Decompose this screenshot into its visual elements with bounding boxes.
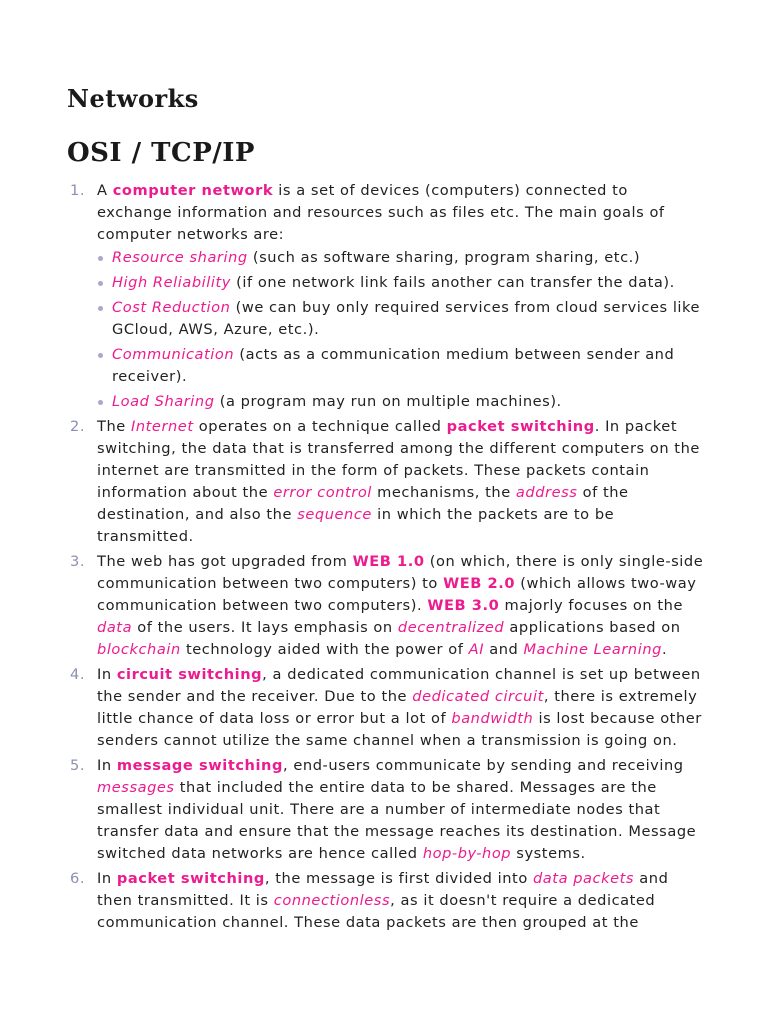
list-item-number: 5. — [70, 757, 86, 774]
italic-term: Communication — [112, 346, 235, 363]
italic-term: Machine Learning — [523, 641, 662, 658]
list-item — [0, 180, 768, 413]
text-run: and — [484, 641, 524, 658]
bullet-item — [97, 247, 706, 269]
text-run: mechanisms, the — [371, 484, 516, 501]
text-run: of the destination, and also the — [97, 484, 629, 523]
list-item-text — [97, 755, 706, 865]
italic-term: Cost Reduction — [112, 299, 231, 316]
list-item-text — [97, 868, 706, 934]
text-run: The — [97, 418, 131, 435]
bold-term: WEB 2.0 — [443, 575, 516, 592]
text-run: , a dedicated communication channel is set up between the sender and the receiver. Due to the — [97, 666, 701, 705]
list-item-text — [97, 180, 706, 246]
text-run: and then transmitted. It is — [97, 870, 669, 909]
list-item-text — [97, 664, 706, 752]
numbered-list — [0, 180, 768, 937]
text-run: The web has got upgraded from — [97, 553, 353, 570]
text-run: (on which, there is only single-side communication between two computers) to — [97, 553, 704, 592]
text-run: is a set of devices (computers) connected to exchange information and resources such as files etc. The main goals of computer networks are: — [97, 182, 665, 243]
page-title: Networks — [67, 84, 199, 113]
text-run: , end-users communicate by sending and receiving — [282, 757, 684, 774]
italic-term: messages — [97, 779, 175, 796]
bullet-item — [97, 272, 706, 294]
list-item-number: 6. — [70, 870, 86, 887]
bold-term: WEB 1.0 — [352, 553, 425, 570]
italic-term: data — [97, 619, 133, 636]
text-run: (such as software sharing, program sharing, etc.) — [247, 249, 641, 266]
italic-term: error control — [273, 484, 372, 501]
italic-term: sequence — [297, 506, 372, 523]
bold-term: packet switching — [446, 418, 595, 435]
list-item — [0, 868, 768, 934]
text-run: (acts as a communication medium between sender and receiver). — [112, 346, 675, 385]
list-item-number: 3. — [70, 553, 86, 570]
italic-term: decentralized — [397, 619, 505, 636]
text-run: that included the entire data to be shared. Messages are the smallest individual unit. There are a number of intermediate nodes that transfer data and ensure that the message reaches its destination. Message switched data networks are hence called — [97, 779, 697, 862]
italic-term: High Reliability — [112, 274, 231, 291]
section-heading: OSI / TCP/IP — [67, 138, 255, 168]
text-run: . — [661, 641, 668, 658]
text-run: . In packet switching, the data that is transferred among the different computers on the internet are transmitted in the form of packets. These packets contain information about the — [97, 418, 700, 501]
italic-term: Load Sharing — [112, 393, 215, 410]
list-item — [0, 755, 768, 865]
list-item-text — [97, 551, 706, 661]
text-run: majorly focuses on the — [499, 597, 684, 614]
text-run: (a program may run on multiple machines). — [214, 393, 562, 410]
italic-term: bandwidth — [451, 710, 534, 727]
list-item-number: 2. — [70, 418, 86, 435]
italic-term: Internet — [130, 418, 194, 435]
text-run: In — [97, 666, 117, 683]
bullet-item — [97, 297, 706, 341]
bold-term: packet switching — [116, 870, 265, 887]
bullet-item — [97, 391, 706, 413]
text-run: is lost because other senders cannot utilize the same channel when a transmission is going on. — [97, 710, 702, 749]
list-item — [0, 416, 768, 548]
text-run: of the users. It lays emphasis on — [132, 619, 398, 636]
bold-term: WEB 3.0 — [427, 597, 500, 614]
list-item-text — [97, 416, 706, 548]
italic-term: blockchain — [97, 641, 181, 658]
text-run: , as it doesn't require a dedicated communication channel. These data packets are then grouped at the — [97, 892, 656, 931]
text-run: A — [97, 182, 113, 199]
bullet-list — [97, 247, 706, 413]
bold-term: message switching — [116, 757, 283, 774]
bold-term: computer network — [112, 182, 274, 199]
text-run: in which the packets are to be transmitted. — [97, 506, 615, 545]
italic-term: address — [515, 484, 578, 501]
text-run: In — [97, 870, 117, 887]
text-run: (which allows two-way communication between two computers). — [97, 575, 697, 614]
list-item — [0, 664, 768, 752]
italic-term: hop-by-hop — [422, 845, 512, 862]
list-item-number: 4. — [70, 666, 86, 683]
text-run: applications based on — [504, 619, 681, 636]
italic-term: AI — [468, 641, 485, 658]
italic-term: data packets — [532, 870, 635, 887]
text-run: systems. — [511, 845, 586, 862]
bold-term: circuit switching — [116, 666, 263, 683]
text-run: (if one network link fails another can transfer the data). — [230, 274, 675, 291]
italic-term: dedicated circuit — [412, 688, 544, 705]
text-run: operates on a technique called — [193, 418, 447, 435]
italic-term: connectionless — [273, 892, 391, 909]
list-item — [0, 551, 768, 661]
text-run: technology aided with the power of — [180, 641, 469, 658]
list-item-number: 1. — [70, 182, 86, 199]
text-run: , there is extremely little chance of data loss or error but a lot of — [97, 688, 698, 727]
italic-term: Resource sharing — [112, 249, 248, 266]
bullet-item — [97, 344, 706, 388]
text-run: (we can buy only required services from cloud services like GCloud, AWS, Azure, etc.). — [112, 299, 701, 338]
text-run: In — [97, 757, 117, 774]
text-run: , the message is first divided into — [264, 870, 533, 887]
